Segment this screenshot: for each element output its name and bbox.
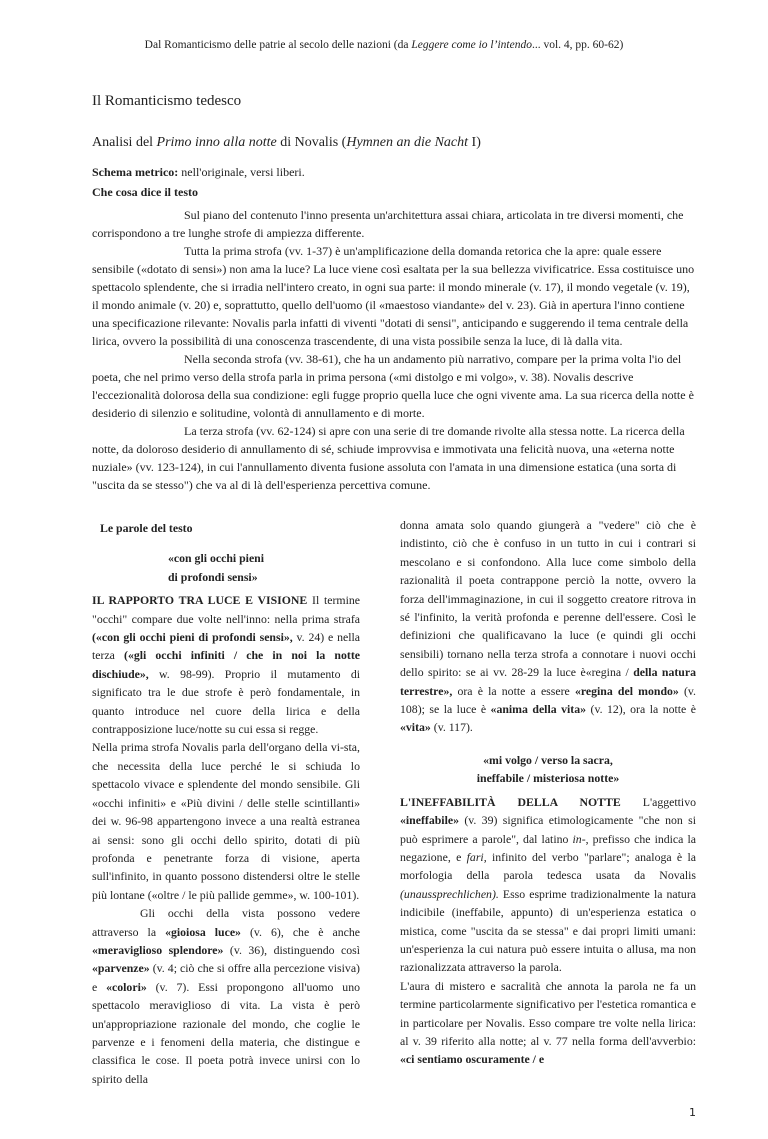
text-run: Primo inno alla notte	[156, 135, 277, 150]
page-title: Il Romanticismo tedesco	[92, 93, 242, 109]
pull-quote	[400, 751, 696, 788]
text-run: (v. 36), distinguendo così	[223, 942, 360, 957]
paragraph	[400, 516, 696, 737]
text-run: ... vol. 4, pp. 60-62)	[531, 39, 624, 51]
text-run: «ci sentiamo oscuramente / e	[400, 1052, 545, 1067]
text-run: I)	[468, 135, 481, 150]
text-run: Dal Romanticismo delle patrie al secolo delle nazioni (da	[144, 39, 412, 51]
text-run: (v. 12), ora la notte è	[586, 702, 697, 717]
text-run: «vita»	[400, 720, 431, 735]
text-run: «colori»	[106, 979, 147, 994]
text-run: L'aura di mistero e sacralità che annota la parola ne fa un termine particolarmente significativo per l'estetica romantica e in particolare per Novalis. Esso compare tre volte nella lirica: al v. 39 riferito alla notte; al v. 77 nella forma dell'avverbio:	[400, 978, 696, 1048]
text-run: donna amata solo quando giungerà a "vedere" ciò che è indistinto, ciò che è confuso in un tutto in cui i contrari si mescolano e si confondono. Alla luce come simbolo della razionalità il poeta contrappone perciò la notte, ovvero la forza dell'immaginazione, in cui il soggetto creatore ritrova in sé l'infinito, la verità profonda e perenne dell'essere. Così le definizioni che qualificavano la luce (e quindi gli occhi sensibili) tornano nella terza strofa a connotare i nuovi occhi dello spirito: se ai vv. 28-29 la luce è«regina /	[400, 518, 696, 680]
text-run: nell'originale, versi liberi.	[181, 165, 305, 179]
text-run: (v. 4; ciò che si offre alla percezione visiva) e	[92, 961, 360, 994]
analysis-subtitle	[92, 134, 696, 151]
left-column	[92, 519, 360, 1088]
text-run: Nella seconda strofa (vv. 38-61), che ha un andamento più narrativo, compare per la prima volta l'io del poeta, che nel primo verso della strofa parla in prima persona («mi distolgo e mi volgo», v. 38). Novalis descrive l'eccezionalità dolorosa della sua condizione: egli fugge proprio quella luce che ogni vivente ama. La sua ricerca della notte è desiderio di silenzio e solitudine, volontà di annullamento e di morte.	[92, 352, 694, 420]
text-run: La terza strofa (vv. 62-124) si apre con una serie di tre domande rivolte alla stessa notte. La ricerca della notte, da doloroso desiderio di annullamento di sé, schiude improvvisa e immotivata una felicità nuova, una «eterna notte nuziale» (vv. 123-124), in cui l'annullamento diventa fusione assoluta con l'amata in una dimensione estatica (una sorta di "uscita da se stesso") che va al di là dell'esperienza percettiva comune.	[92, 424, 685, 492]
text-run: Sul piano del contenuto l'inno presenta un'architettura assai chiara, articolata in tre diversi momenti, che corrispondono a tre lunghe strofe di ampiezza differente.	[92, 208, 684, 240]
text-run: (v. 108); se la luce è	[400, 683, 696, 717]
text-run: L'INEFFABILITÀ DELLA NOTTE	[400, 794, 621, 809]
text-run: (v. 117).	[430, 720, 473, 735]
text-run: infinito del verbo "parlare"; analoga è la morfologia della parola tedesca usata da Novalis	[400, 849, 696, 883]
paragraph	[92, 738, 360, 904]
metric-scheme	[92, 165, 696, 180]
text-run: Gli occhi della vista possono vedere attraverso la	[92, 906, 360, 939]
text-run: («con gli occhi pieni di profondi sensi»,	[92, 630, 293, 645]
right-column	[400, 516, 696, 1069]
text-run: di profondi sensi»	[168, 569, 258, 584]
text-run: in-	[572, 831, 586, 846]
text-run: «con gli occhi pieni	[168, 551, 265, 566]
text-run: («gli occhi infiniti / che in noi la notte dischiude»,	[92, 648, 360, 681]
two-column-body	[92, 516, 696, 1088]
text-run: (v. 6), che è anche	[240, 924, 360, 939]
text-run: «anima della vita»	[490, 702, 587, 717]
text-run: «parvenze»	[92, 961, 150, 976]
text-run: Esso esprime tradizionalmente la natura indicibile (ineffabile, appunto) di un'esperienza estatica o mistica, come "uscita da se stessa" e dai propri limiti umani: un'esperienza la cui natura può essere intuita o allusa, ma non razionalizzata attraverso la parola.	[400, 886, 696, 975]
text-run: «meraviglioso splendore»	[92, 942, 224, 957]
text-run: «gioiosa luce»	[165, 924, 241, 939]
text-run: IL RAPPORTO TRA LUCE E VISIONE	[92, 593, 308, 608]
paragraph	[92, 422, 696, 494]
text-run: ineffabile / misteriosa notte»	[476, 771, 620, 786]
paragraph	[92, 904, 360, 1088]
box-heading	[100, 519, 360, 537]
section-heading: Che cosa dice il testo	[92, 185, 198, 199]
text-run: (v. 39) significa etimologicamente "che non si può esprimere a parole", dal latino	[400, 813, 696, 846]
pull-quote	[92, 549, 360, 586]
text-run: di Novalis (	[276, 135, 347, 150]
paragraph	[92, 591, 360, 738]
text-run: Analisi del	[92, 135, 157, 150]
text-run: della natura terrestre»,	[400, 665, 696, 698]
text-run: v. 24) e nella terza	[92, 630, 360, 663]
text-run: Il termine "occhi" compare due volte nell'inno: nella prima strafa	[92, 593, 361, 626]
text-run: L'aggettivo	[620, 794, 696, 809]
text-run: Tutta la prima strofa (vv. 1-37) è un'amplificazione della domanda retorica che la apre: quale essere sensibile («dotato di sensi») non ama la luce? La luce viene così esaltata per la sua bellezza vivificatrice. Essa costituisce uno spettacolo splendente, che si irradia nell'intero creato, in ogni sua parte: il mondo minerale (v. 17), il mondo vegetale (v. 19), il mondo animale (v. 20) e, soprattutto, quello dell'uomo (il «maestoso viandante» del v. 23). Già in apertura l'inno contiene una specificazione rilevante: Novalis parla infatti di viventi "dotati di sensi", anticipando e suggerendo il tema centrale della lirica, ovvero la possibilità di una conoscenza trascendente, di una vista possibile senza la luce, di là dalla vita.	[92, 244, 695, 348]
text-run: Hymnen an die Nacht	[346, 135, 469, 150]
page-number: 1	[689, 1106, 696, 1120]
paragraph	[400, 977, 696, 1069]
text-run: Schema metrico:	[92, 165, 182, 179]
paragraph	[92, 206, 696, 242]
text-run: , prefisso che indica la negazione, e	[400, 831, 696, 864]
intro-text	[92, 206, 696, 494]
text-run: «mi volgo / verso la sacra,	[483, 752, 613, 767]
running-header	[0, 38, 768, 52]
text-run: Le parole del testo	[100, 521, 193, 535]
text-run: (v. 7). Essi propongono all'uomo uno spettacolo meraviglioso di vita. La vista è però un'appropriazione razionale del mondo, che coglie le parvenze e i fenomeni della materia, che distingue e classifica le cose. Il poeta potrà invece unirsi con lo spirito della	[92, 979, 360, 1086]
text-run: Nella prima strofa Novalis parla dell'organo della vi-sta, che necessita della luce perché le si schiuda lo spettacolo vivace e splendente del mondo sensibile. Gli «occhi infiniti» e «Più divini / delle stelle scintillanti» dei w. 96-98 appartengono invece a una realtà estranea ai sensi: sono gli occhi dello spirito, dotati di più profonda e penetrante forza di visione, aperta sull'infinito, in quanto possono distendersi oltre le stelle più lontane («oltre / le più pallide gemme», w. 100-101).	[92, 740, 360, 902]
text-run: «ineffabile»	[400, 813, 459, 828]
text-run: fari,	[466, 849, 487, 864]
text-run: Leggere come io l’intendo	[411, 39, 532, 51]
text-run: (unaussprechlichen).	[400, 886, 499, 901]
text-run: «regina del mondo»	[574, 683, 679, 698]
text-run: w. 98-99). Proprio il mutamento di significato tra le due strofe è però fondamentale, in quanto introduce nel cuore della lirica e della contrapposizione luce/notte su cui essa si regge.	[92, 666, 360, 737]
paragraph	[92, 350, 696, 422]
paragraph	[400, 793, 696, 977]
text-run: ora è la notte a essere	[452, 683, 575, 698]
paragraph	[92, 242, 696, 350]
